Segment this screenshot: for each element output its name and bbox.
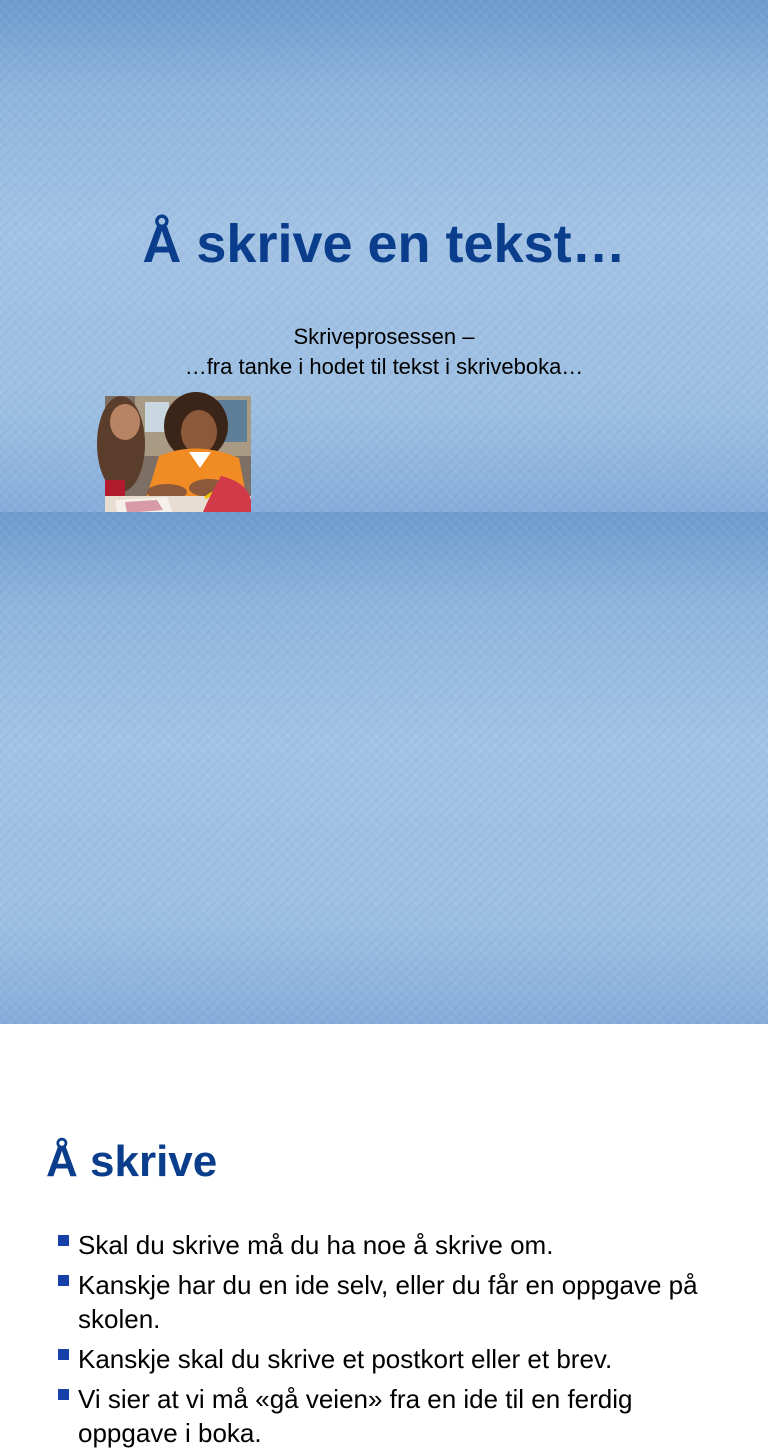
slide-title: Å skrive [46, 1137, 218, 1186]
slide-title: Å skrive en tekst… [142, 214, 626, 274]
bullet-text: Skal du skrive må du ha noe å skrive om. [78, 1230, 554, 1260]
bullet-list [56, 1228, 716, 1456]
student-writing-photo [105, 396, 251, 527]
bullet-item [56, 1268, 716, 1336]
bullet-text: Kanskje har du en ide selv, eller du får en oppgave på skolen. [78, 1270, 698, 1334]
slide-2 [0, 512, 768, 1448]
bullet-item [56, 1342, 716, 1376]
subtitle-line-2: …fra tanke i hodet til tekst i skriveboka… [184, 354, 584, 379]
bullet-text: Vi sier at vi må «gå veien» fra en ide til en ferdig oppgave i boka. [78, 1384, 633, 1448]
square-bullet-icon [58, 1349, 69, 1360]
subtitle-line-1: Skriveprosessen – [293, 324, 475, 349]
square-bullet-icon [58, 1389, 69, 1400]
bullet-text: Kanskje skal du skrive et postkort eller et brev. [78, 1344, 613, 1374]
square-bullet-icon [58, 1235, 69, 1246]
bullet-item [56, 1228, 716, 1262]
bullet-item [56, 1382, 716, 1450]
slide-subtitle [0, 322, 768, 382]
square-bullet-icon [58, 1275, 69, 1286]
